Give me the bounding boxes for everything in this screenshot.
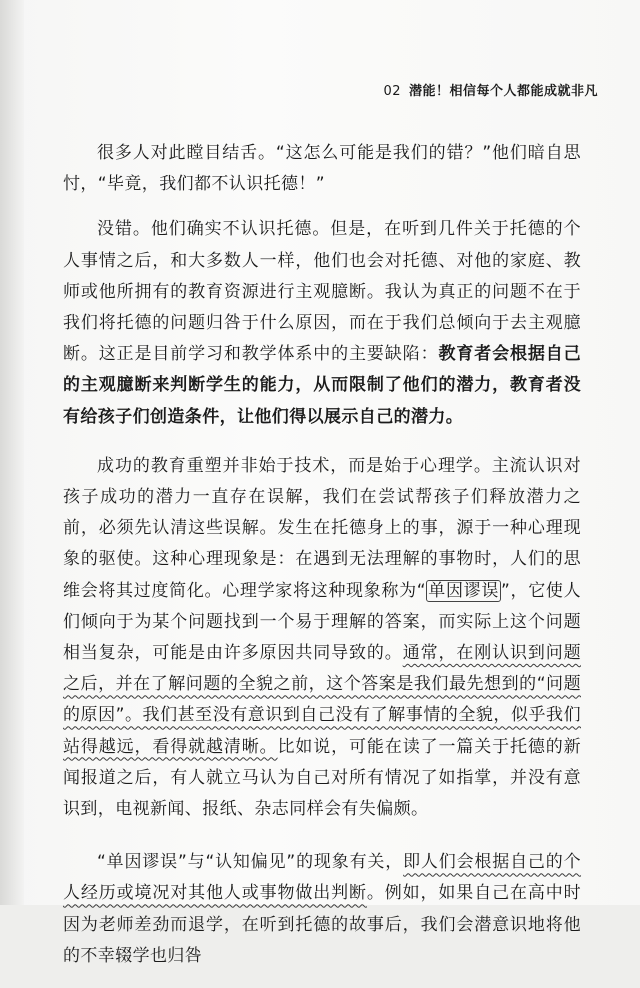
paragraph-2-text: 没错。他们确实不认识托德。但是，在听到几件关于托德的个人事情之后，和大多数人一样，他们也会对托德、对他的家庭、教师或他所拥有的教育资源进行主观臆断。我认为真正的问题不在于我们将托德的问题归咎于什么原因，而在于我们总倾向于去主观臆断。这正是目前学习和教学体系中的主要缺陷： <box>63 219 581 365</box>
paragraph-3-highlight: 通常，在刚认识到问题之后，并在了解问题的全貌之前，这个答案是我们最先想到的“问题的原因”。我们甚至没有意识到自己没有了解事情的全貌，似乎我们站得越远，看得就越清晰。 <box>63 643 581 757</box>
paragraph-4-highlight: 即人们会根据自己的个人经历或境况对其他人或事物做出判断 <box>63 852 582 904</box>
paragraph-3-text-b: ”，它使人们倾向于为某个问题找到一个易于理解的答案，而实际上这个问题相当复杂，可能是由许多原因共同导致的。 <box>63 580 581 664</box>
chapter-number: 02 <box>383 84 401 99</box>
body-text <box>63 138 581 988</box>
paragraph-4-text-a: “单因谬误”与“认知偏见”的现象有关， <box>97 852 404 873</box>
paragraph-3-text-a: 成功的教育重塑并非始于技术，而是始于心理学。主流认识对孩子成功的潜力一直存在误解，我们在尝试帮孩子们释放潜力之前，必须先认清这些误解。发生在托德身上的事，源于一种心理现象的驱使。这种心理现象是：在遇到无法理解的事物时，人们的思维会将其过度简化。心理学家将这种现象称为“ <box>63 455 581 601</box>
paragraph-3-text-c: 比如说，可能在读了一篇关于托德的新闻报道之后，有人就立马认为自己对所有情况了如指掌，并没有意识到，电视新闻、报纸、杂志同样会有失偏颇。 <box>63 736 581 820</box>
paragraph-3 <box>63 451 581 825</box>
paragraph-1 <box>63 138 581 200</box>
chapter-title: 潜能！相信每个人都能成就非凡 <box>408 84 598 99</box>
paragraph-2-bold-text: 教育者会根据自己的主观臆断来判断学生的能力，从而限制了他们的潜力，教育者没有给孩子们创造条件，让他们得以展示自己的潜力。 <box>63 344 582 427</box>
paragraph-4 <box>63 847 581 972</box>
page-gutter-shadow <box>0 0 24 905</box>
paragraph-1-text: 很多人对此瞠目结舌。“这怎么可能是我们的错？”他们暗自思忖，“毕竟，我们都不认识托德！” <box>63 143 581 195</box>
paragraph-2 <box>63 214 581 432</box>
boxed-term: 单因谬误 <box>427 580 500 601</box>
running-header <box>0 80 598 99</box>
paragraph-4-text-b: 。例如，如果自己在高中时因为老师差劲而退学，在听到托德的故事后，我们会潜意识地将他的不幸辍学也归咎 <box>63 883 581 966</box>
